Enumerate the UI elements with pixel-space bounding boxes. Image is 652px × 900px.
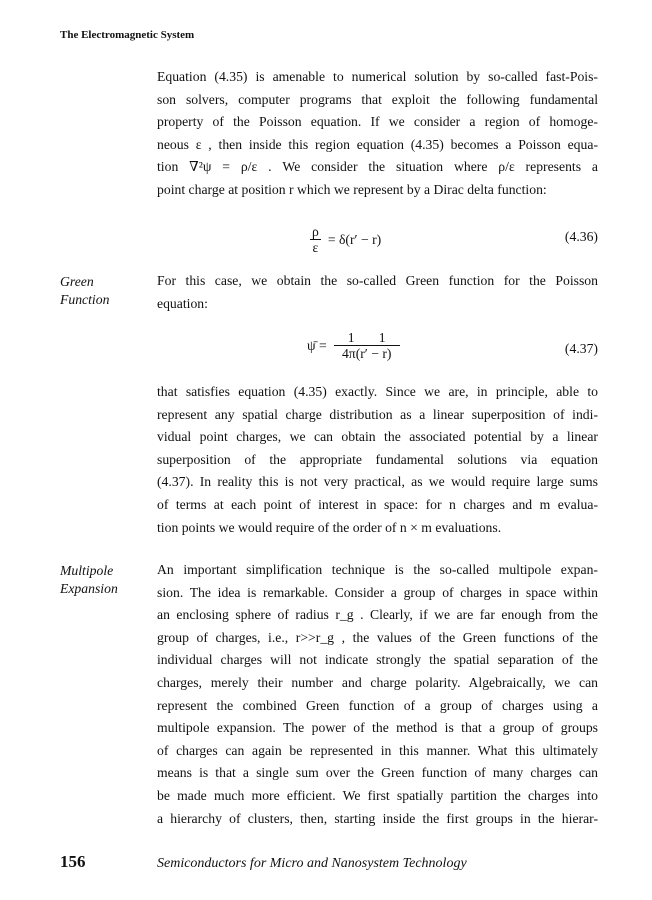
text-line: charges, merely their number and charge polarity. Algebraically, we can xyxy=(157,674,598,690)
fraction-denominator: ε xyxy=(312,240,319,255)
fraction xyxy=(310,224,321,255)
paragraph-intro xyxy=(157,66,598,202)
text-line: group of charges, i.e., r>>r_g , the values of the Green functions of the xyxy=(157,629,598,645)
text-line: represent the combined Green function of a group of charges using a xyxy=(157,697,598,713)
text-line: represent any spatial charge distribution as a linear superposition of indi- xyxy=(157,406,598,422)
fraction-prefactor xyxy=(334,330,400,361)
text-line: vidual point charges, we can obtain the associated potential by a linear xyxy=(157,429,598,445)
equation-number: (4.36) xyxy=(564,229,598,244)
text-line: of terms at each point of interest in space: for n charges and m evalua- xyxy=(157,496,598,512)
fraction-numerator xyxy=(334,330,400,346)
equation-rhs: = δ(r′ − r) xyxy=(327,231,382,247)
text-line: point charge at position r which we represent by a Dirac delta function: xyxy=(157,181,547,197)
margin-note-line: Green xyxy=(60,274,94,289)
fraction-denominator: 4π(r′ − r) xyxy=(341,346,392,361)
text-line: An important simplification technique is the so-called multipole expan- xyxy=(157,562,598,577)
text-line: be made much more efficient. We first spatially partition the charges into xyxy=(157,787,598,803)
text-line: (4.37). In reality this is not very practical, as we would require large sums xyxy=(157,474,598,490)
equation-4-36 xyxy=(157,222,598,262)
equation-number: (4.37) xyxy=(564,341,598,356)
text-line: means is that a single sum over the Green function of many charges can xyxy=(157,765,598,781)
book-title: Semiconductors for Micro and Nanosystem Technology xyxy=(157,856,467,871)
text-line: of charges can again be represented in this manner. What this ultimately xyxy=(157,742,598,758)
numerator-two: 1 xyxy=(378,330,386,345)
equation-4-37 xyxy=(157,328,598,368)
margin-note-line: Expansion xyxy=(60,581,118,596)
margin-note-line: Function xyxy=(60,292,110,307)
text-line: Equation (4.35) is amenable to numerical solution by so-called fast-Pois- xyxy=(157,69,598,84)
margin-note-line: Multipole xyxy=(60,563,114,578)
text-line: an enclosing sphere of radius r_g . Clearly, if we are far enough from the xyxy=(157,607,598,623)
paragraph-green xyxy=(157,270,598,315)
text-line: a hierarchy of clusters, then, starting inside the first groups in the hierar- xyxy=(157,810,598,826)
margin-note-green-function xyxy=(60,273,109,309)
text-line: multipole expansion. The power of the method is that a group of groups xyxy=(157,720,598,736)
text-line: tion points we would require of the order of n × m evaluations. xyxy=(157,519,502,535)
text-line: neous ε , then inside this region equation (4.35) becomes a Poisson equa- xyxy=(157,136,598,152)
margin-note-multipole-expansion xyxy=(60,562,118,598)
text-line: equation: xyxy=(157,295,208,311)
text-line: that satisfies equation (4.35) exactly. Since we are, in principle, able to xyxy=(157,384,598,399)
text-line: property of the Poisson equation. If we consider a region of homoge- xyxy=(157,114,598,130)
equation-lhs: ψ̄ = xyxy=(307,337,327,353)
text-line: son solvers, computer programs that exploit the following fundamental xyxy=(157,91,598,107)
text-line: tion ∇²ψ = ρ/ε . We consider the situation where ρ/ε represents a xyxy=(157,159,598,175)
paragraph-superposition xyxy=(157,381,598,539)
paragraph-multipole xyxy=(157,559,598,830)
text-line: individual charges will not indicate strongly the spatial separation of the xyxy=(157,652,598,668)
numerator-one: 1 xyxy=(347,330,355,345)
fraction-numerator: ρ xyxy=(312,224,319,239)
page-number: 156 xyxy=(60,852,86,871)
text-line: sion. The idea is remarkable. Consider a group of charges in space within xyxy=(157,584,598,600)
running-head: The Electromagnetic System xyxy=(60,29,195,41)
text-line: superposition of the appropriate fundamental solutions via equation xyxy=(157,451,598,467)
text-line: For this case, we obtain the so-called Green function for the Poisson xyxy=(157,273,598,288)
